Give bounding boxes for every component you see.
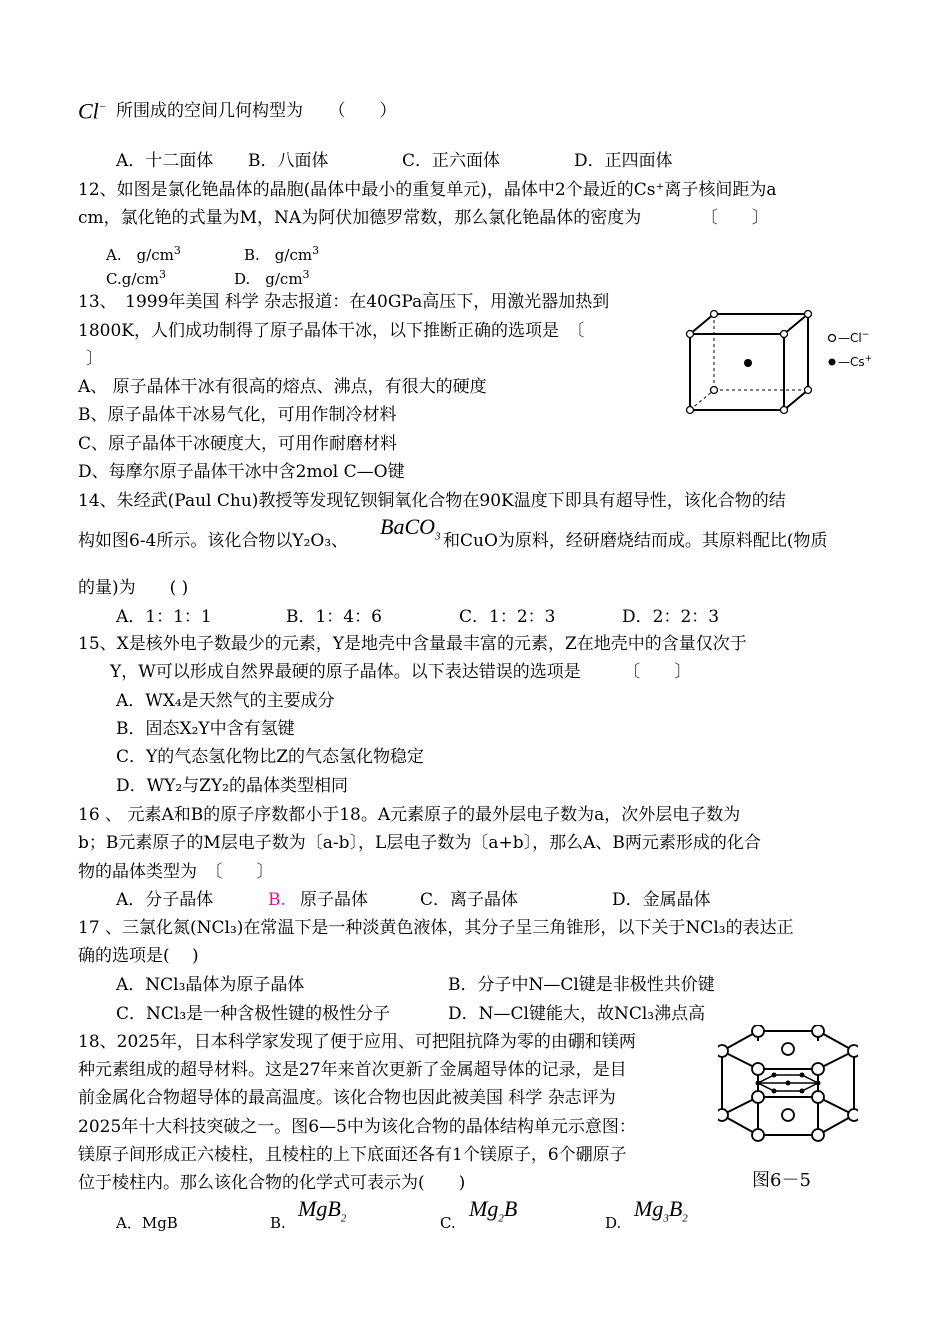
q17-option-c: C．NCl₃是一种含极性键的极性分子	[116, 1004, 391, 1024]
legend-cl: —Cl−	[838, 330, 870, 345]
mgb2-formula: MgB$_2$	[298, 1196, 347, 1225]
legend-cs: —Cs+	[838, 354, 873, 369]
q18-line5: 镁原子间形成正六棱柱，且棱柱的上下底面还各有1个镁原子，6个硼原子	[78, 1145, 627, 1165]
q13-option-a: A、 原子晶体干冰有很高的熔点、沸点，有很大的硬度	[78, 377, 487, 397]
cscl-unit-cell-figure	[684, 308, 904, 418]
q15-line1: 15、X是核外电子数最少的元素，Y是地壳中含量最丰富的元素，Z在地壳中的含量仅次于	[78, 634, 747, 654]
q16-line3: 物的晶体类型为 〔 〕	[78, 862, 274, 882]
q13-option-b: B、原子晶体干冰易气化，可用作制冷材料	[78, 405, 397, 425]
q14-line2b: 和CuO为原料，经研磨烧结而成。其原料配比(物质	[443, 531, 828, 551]
q11-option-a: A．十二面体	[116, 151, 214, 171]
q17-line1: 17 、三氯化氮(NCl₃)在常温下是一种淡黄色液体，其分子呈三角锥形，以下关于NCl₃的表达正	[78, 918, 794, 938]
q12-line2: cm，氯化铯的式量为M，NA为阿伏加德罗常数，那么氯化铯晶体的密度为 〔 〕	[78, 208, 769, 228]
q13-line3: 〕	[86, 349, 103, 369]
q13-line2: 1800K，人们成功制得了原子晶体干冰，以下推断正确的选项是 〔	[78, 321, 585, 341]
q13-line1: 13、 1999年美国 科学 杂志报道：在40GPa高压下，用激光器加热到	[78, 292, 610, 312]
q14-option-a: A．1：1：1	[116, 607, 212, 627]
q18-line6: 位于棱柱内。那么该化合物的化学式可表示为( )	[78, 1173, 466, 1193]
q13-option-d: D、每摩尔原子晶体干冰中含2mol C—O键	[78, 462, 405, 482]
mg2b-formula: $Mg_2B$	[469, 1196, 518, 1225]
q18-option-c-label: C.	[440, 1214, 456, 1232]
q14-option-d: D．2：2：3	[622, 607, 720, 627]
q12-line1: 12、如图是氯化铯晶体的晶胞(晶体中最小的重复单元)，晶体中2个最近的Cs⁺离子核间距为a	[78, 180, 777, 200]
q16-option-b-label: B.	[268, 890, 286, 910]
q16-option-a: A．分子晶体	[116, 890, 214, 910]
q16-option-c: C．离子晶体	[420, 890, 519, 910]
q15-option-a: A．WX₄是天然气的主要成分	[116, 691, 335, 711]
q14-option-b: B．1：4：6	[286, 607, 382, 627]
q18-line1: 18、2025年，日本科学家发现了便于应用、可把阻抗降为零的由硼和镁两	[78, 1032, 636, 1052]
q18-line4: 2025年十大科技突破之一。图6—5中为该化合物的晶体结构单元示意图：	[78, 1117, 636, 1137]
q18-line2: 种元素组成的超导材料。这是27年来首次更新了金属超导体的记录，是目	[78, 1060, 627, 1080]
q17-option-b: B．分子中N—Cl键是非极性共价键	[448, 975, 715, 995]
q12-option-a: A. $g/cm^3$	[106, 244, 181, 264]
q11-option-d: D．正四面体	[574, 151, 673, 171]
q15-option-c: C．Y的气态氢化物比Z的气态氢化物稳定	[116, 747, 425, 767]
q14-option-c: C．1：2：3	[459, 607, 556, 627]
q18-line3: 前金属化合物超导体的最高温度。该化合物也因此被美国 科学 杂志评为	[78, 1088, 616, 1108]
q11-option-b: B．八面体	[248, 151, 329, 171]
q17-line2: 确的选项是( )	[78, 946, 199, 966]
q15-option-d: D．WY₂与ZY₂的晶体类型相同	[116, 776, 348, 796]
q17-option-d: D．N—Cl键能大，故NCl₃沸点高	[448, 1004, 706, 1024]
q12-option-b: B. $g/cm^3$	[244, 244, 320, 264]
q18-option-a: A．MgB	[116, 1214, 178, 1232]
q15-line2: Y，W可以形成自然界最硬的原子晶体。以下表达错误的选项是 〔 〕	[110, 662, 692, 682]
q16-option-d: D．金属晶体	[612, 890, 711, 910]
q14-line3: 的量)为 ( )	[78, 578, 189, 598]
q18-option-d-label: D.	[605, 1214, 622, 1232]
mg3b2-formula: $Mg_3B_2$	[634, 1196, 688, 1225]
q14-line1: 14、朱经武(Paul Chu)教授等发现钇钡铜氧化合物在90K温度下即具有超导性，该化合物的结	[78, 491, 786, 511]
figure-6-5-caption: 图6－5	[752, 1170, 811, 1191]
q16-option-b-text: 原子晶体	[300, 890, 368, 910]
q12-option-c: $C.g/cm^3$	[106, 268, 166, 288]
q14-line2a: 构如图6-4所示。该化合物以Y₂O₃、	[78, 531, 349, 551]
q11-option-c: C．正六面体	[402, 151, 501, 171]
cl-ion-formula: Cl−	[78, 98, 107, 124]
q12-option-d: D. $g/cm^3$	[234, 268, 310, 288]
q18-option-b-label: B.	[270, 1214, 286, 1232]
q16-line2: b；B元素原子的M层电子数为〔a-b〕，L层电子数为〔a+b〕，那么A、B两元素形成的化合	[78, 833, 761, 853]
q11-stem: 所围成的空间几何构型为 （ ）	[116, 101, 397, 121]
q16-line1: 16 、 元素A和B的原子序数都小于18。A元素原子的最外层电子数为a，次外层电子数为	[78, 805, 741, 825]
q17-option-a: A．NCl₃晶体为原子晶体	[116, 975, 305, 995]
q15-option-b: B．固态X₂Y中含有氢键	[116, 719, 295, 739]
mgb2-hexagonal-prism-figure	[718, 1025, 858, 1145]
q13-option-c: C、原子晶体干冰硬度大，可用作耐磨材料	[78, 434, 398, 454]
baco3-formula: BaCO$_3$	[380, 514, 441, 543]
